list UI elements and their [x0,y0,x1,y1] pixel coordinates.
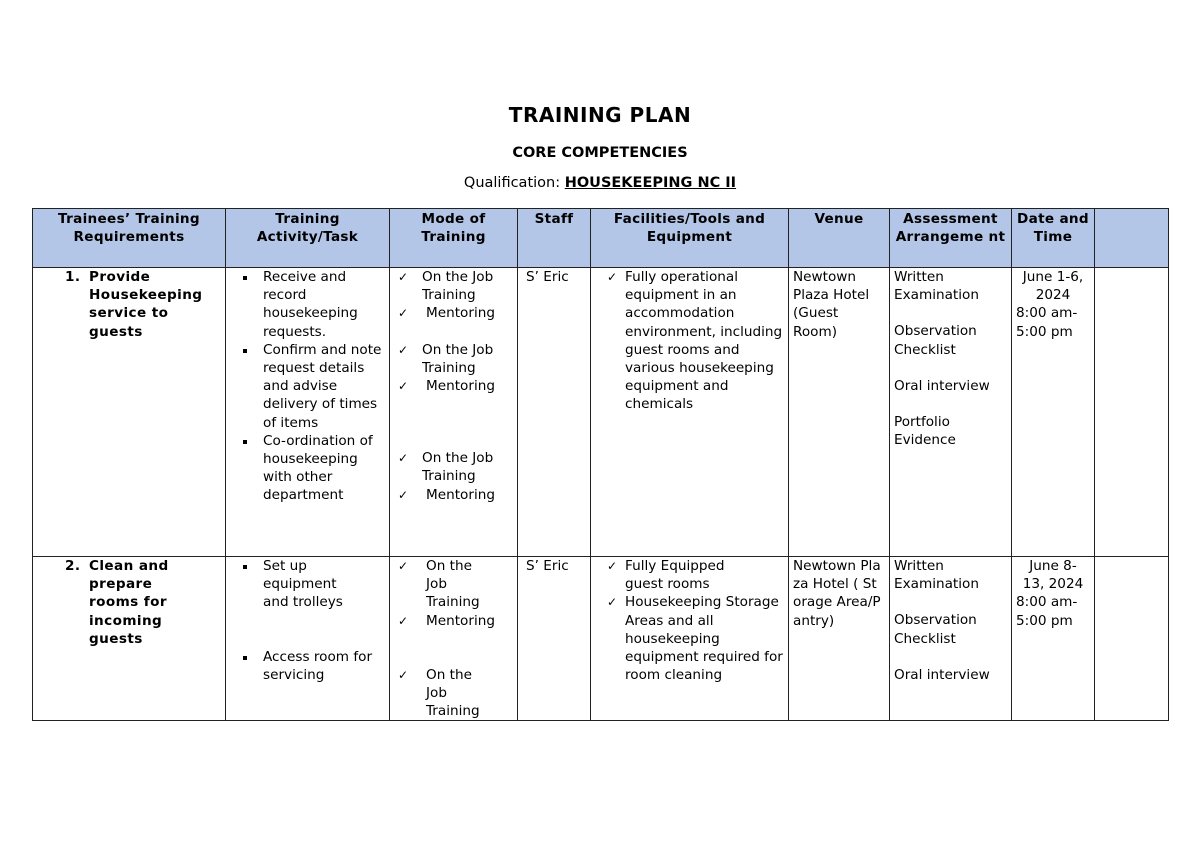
assessment-item: Oral interview [894,666,990,683]
assessment-item: Oral interview [894,377,990,394]
cell-assessment [890,268,1012,557]
requirement-text: Provide Housekeeping service to guests [89,269,203,340]
cell-date-time [1012,268,1095,557]
venue-text: Newtown Plaza Hotel (Guest Room) [793,269,870,340]
mode-item: On the Job Training [422,341,494,376]
header-activity: Training Activity/Task [226,209,390,268]
mode-item: On the Job Training [422,269,494,304]
check-icon: ✓ [398,487,409,502]
qualification-line [0,175,1200,191]
header-facilities: Facilities/Tools and Equipment [591,209,789,268]
facility-item: Fully operational equipment in an accommodation environment, including guest rooms and various housekeeping equipment and chemicals [625,269,783,413]
header-staff: Staff [518,209,591,268]
cell-staff [518,557,591,721]
staff-name: S’ Eric [526,558,569,574]
venue-text: Newtown Plaza Hotel ( Storage Area/Pantry) [793,558,881,629]
facility-item: Fully Equipped guest rooms [625,558,725,593]
cell-venue [789,557,890,721]
header-date-time: Date and Time [1012,209,1095,268]
cell-blank [1095,557,1169,721]
header-requirements: Trainees’ Training Requirements [33,209,226,268]
date-text: June 1-6, 2024 [1022,269,1084,304]
check-icon: ✓ [607,595,618,610]
check-icon: ✓ [398,342,409,357]
check-icon: ✓ [398,559,409,573]
activity-item: Access room for servicing [230,648,385,684]
document-title: TRAINING PLAN [508,103,692,127]
header-venue: Venue [789,209,890,268]
activity-item: Confirm and note request details and advise delivery of times of items [230,341,385,432]
mode-item: On the Job Training [422,450,494,485]
cell-venue [789,268,890,557]
check-icon: ✓ [398,306,409,321]
mode-item: Mentoring [426,305,495,322]
date-text: June 8-13, 2024 [1022,558,1084,593]
cell-activity [226,268,390,557]
cell-staff [518,268,591,557]
header-assessment: Assessment Arrangeme nt [890,209,1012,268]
requirement-text: Clean and prepare rooms for incoming guests [89,558,169,647]
table-header-row [33,209,1169,268]
header-blank [1095,209,1169,268]
training-plan-table [32,208,1169,721]
activity-item: Receive and record housekeeping requests. [230,268,385,341]
cell-facilities [591,557,789,721]
check-icon: ✓ [607,270,618,284]
cell-facilities [591,268,789,557]
cell-requirement [33,557,226,721]
cell-requirement [33,268,226,557]
header-mode: Mode of Training [390,209,518,268]
cell-date-time [1012,557,1095,721]
activity-item: Set up equipment and trolleys [230,557,385,612]
activity-item: Co-ordination of housekeeping with other department [230,432,385,505]
table-row [33,268,1169,557]
mode-item: Mentoring [426,378,495,395]
check-icon: ✓ [398,379,409,394]
check-icon: ✓ [607,559,618,573]
requirement-number: 1. [65,269,81,285]
mode-item: On the Job Training [426,666,480,720]
qualification-value: HOUSEKEEPING NC II [564,175,737,191]
qualification-label: Qualification: [463,175,565,191]
mode-item: Mentoring [426,486,495,503]
assessment-item: Portfolio Evidence [894,414,956,449]
facility-item: Housekeeping Storage Areas and all housekeeping equipment required for room cleaning [625,594,783,684]
requirement-number: 2. [65,558,81,574]
document-subtitle: CORE COMPETENCIES [512,145,688,161]
time-text: 8:00 am-5:00 pm [1016,305,1078,340]
mode-item: On the Job Training [426,558,480,611]
cell-assessment [890,557,1012,721]
time-text: 8:00 am-5:00 pm [1016,594,1078,629]
check-icon: ✓ [398,270,409,284]
table-row [33,557,1169,721]
cell-mode [390,557,518,721]
mode-item: Mentoring [426,612,495,629]
check-icon: ✓ [398,613,409,628]
staff-name: S’ Eric [526,269,569,285]
check-icon: ✓ [398,667,409,682]
check-icon: ✓ [398,451,409,466]
assessment-item: Observation Checklist [894,323,977,358]
cell-blank [1095,268,1169,557]
assessment-item: Written Examination [894,558,979,593]
cell-activity [226,557,390,721]
assessment-item: Observation Checklist [894,612,977,647]
assessment-item: Written Examination [894,269,979,304]
cell-mode [390,268,518,557]
